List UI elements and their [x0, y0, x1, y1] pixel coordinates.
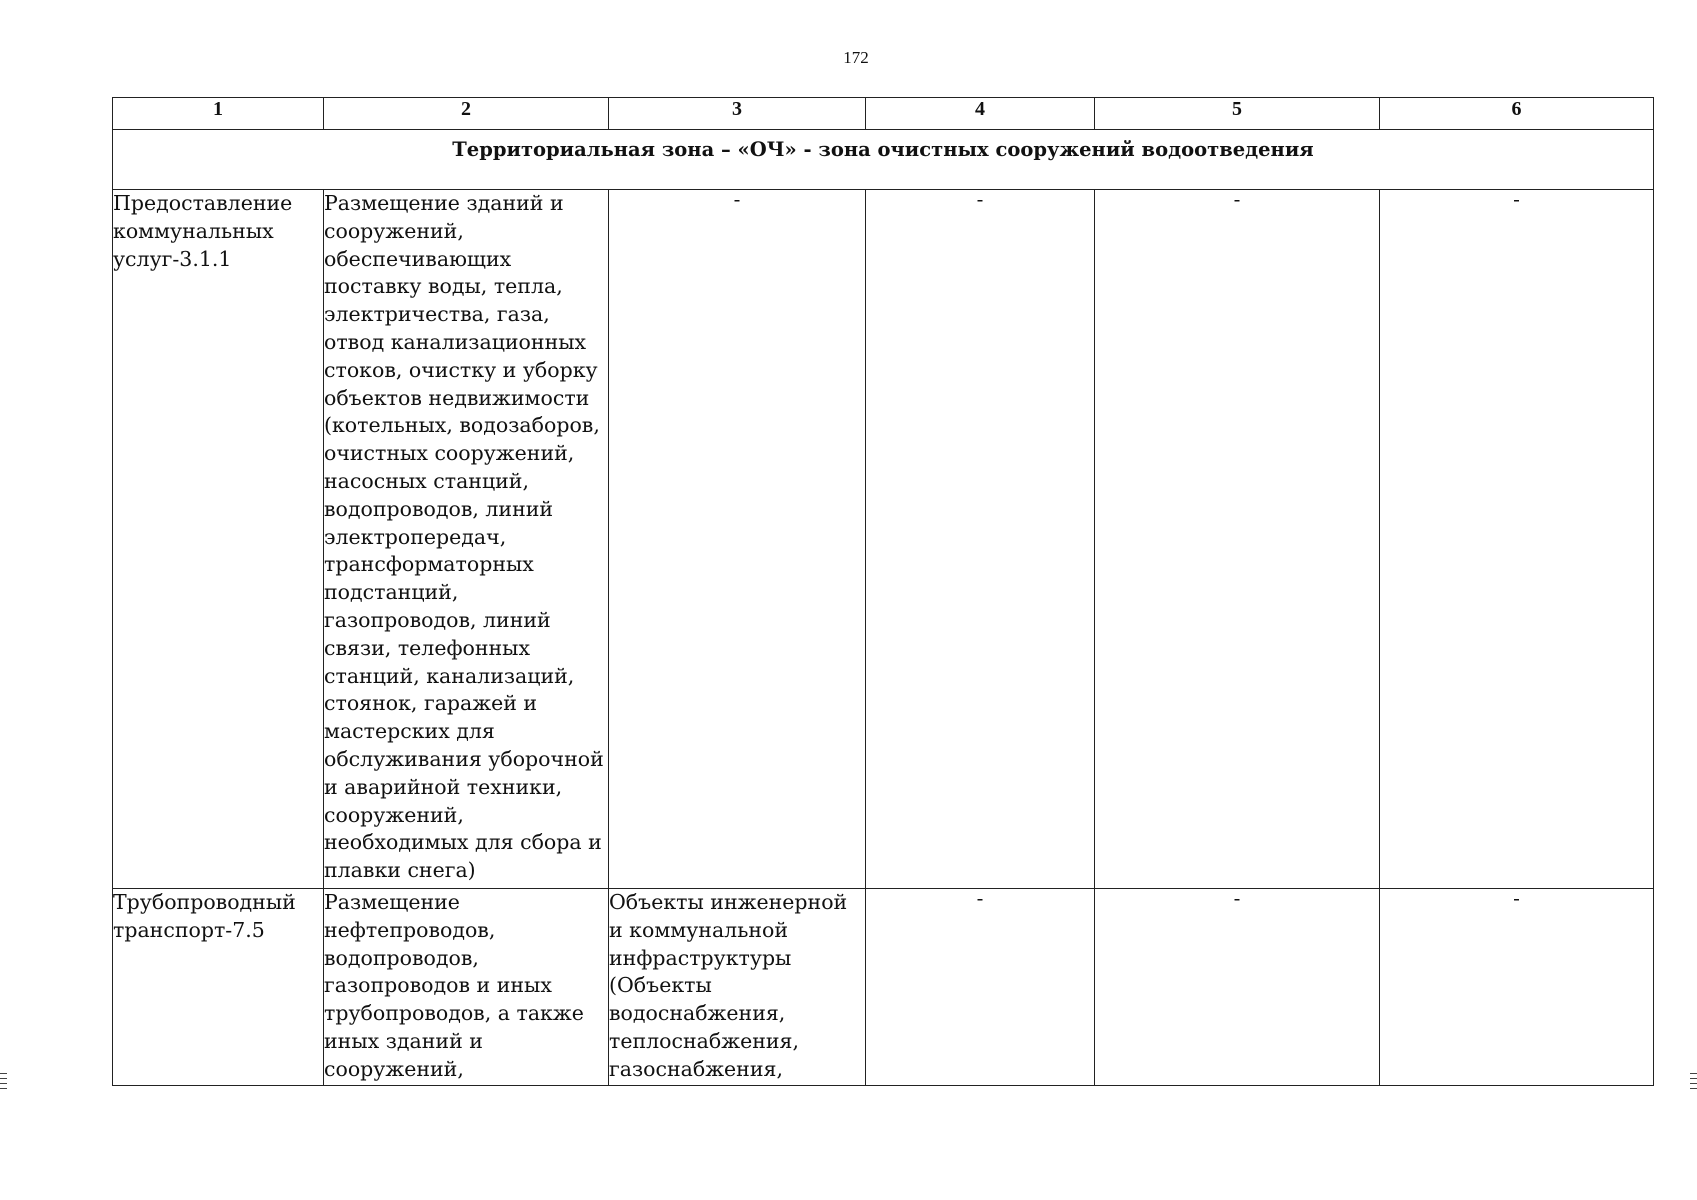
zoning-table	[112, 97, 1654, 1086]
table-row	[113, 889, 1654, 1086]
permitted-use-description: Размещение нефтепроводов, водопроводов, газопроводов и иных трубопроводов, а также иных зданий и сооружений,	[324, 889, 609, 1086]
scan-edge-mark	[1690, 1083, 1697, 1084]
column-header: 5	[1095, 98, 1380, 130]
column-header: 2	[324, 98, 609, 130]
permitted-use-name: Предоставление коммунальных услуг-3.1.1	[113, 190, 324, 889]
zone-title-cell	[113, 130, 1654, 190]
zone-title: Территориальная зона – «ОЧ» - зона очистных сооружений водоотведения	[452, 138, 1314, 161]
scan-edge-mark	[0, 1088, 7, 1089]
table-row	[113, 190, 1654, 889]
page-number: 172	[843, 48, 869, 67]
table-cell: -	[609, 190, 866, 889]
table-cell: -	[1380, 889, 1654, 1086]
scan-edge-mark	[1690, 1088, 1697, 1089]
scan-edge-mark	[1690, 1078, 1697, 1079]
zone-title-row	[113, 130, 1654, 190]
column-header: 6	[1380, 98, 1654, 130]
table-cell: -	[866, 190, 1095, 889]
table-cell: -	[866, 889, 1095, 1086]
scan-edge-mark	[1690, 1073, 1697, 1074]
permitted-use-name: Трубопроводный транспорт-7.5	[113, 889, 324, 1086]
table-cell: -	[1095, 889, 1380, 1086]
scan-edge-mark	[0, 1083, 7, 1084]
scan-edge-mark	[0, 1073, 7, 1074]
column-header: 4	[866, 98, 1095, 130]
table-cell: -	[1095, 190, 1380, 889]
scan-edge-mark	[0, 1078, 7, 1079]
table-cell: Объекты инженерной и коммунальной инфраструктуры (Объекты водоснабжения, теплоснабжения, газоснабжения,	[609, 889, 866, 1086]
permitted-use-description: Размещение зданий и сооружений, обеспечивающих поставку воды, тепла, электричества, газа, отвод канализационных стоков, очистку и уборку объектов недвижимости (котельных, водозаборов, очистных сооружений, насосных станций, водопроводов, линий электропередач, трансформаторных подстанций, газопроводов, линий связи, телефонных станций, канализаций, стоянок, гаражей и мастерских для обслуживания уборочной и аварийной техники, сооружений, необходимых для сбора и плавки снега)	[324, 190, 609, 889]
column-header: 3	[609, 98, 866, 130]
column-header-row	[113, 98, 1654, 130]
column-header: 1	[113, 98, 324, 130]
table-cell: -	[1380, 190, 1654, 889]
